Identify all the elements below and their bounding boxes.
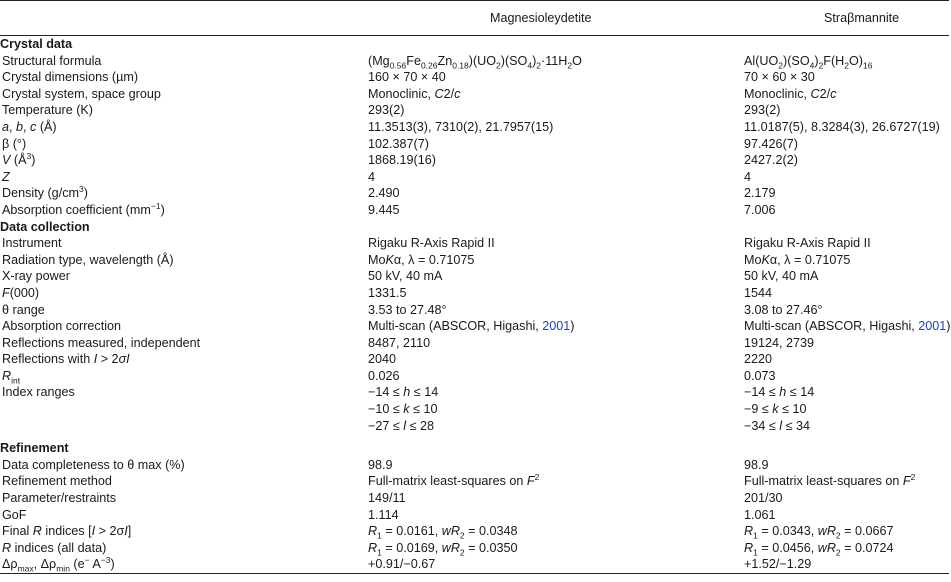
table-row bbox=[0, 490, 949, 507]
magnesioleydetite-value: 2040 bbox=[368, 352, 397, 367]
table-row bbox=[0, 169, 949, 186]
table-row bbox=[0, 523, 949, 540]
magnesioleydetite-value: MoKα, λ = 0.71075 bbox=[368, 252, 475, 267]
table-row bbox=[0, 235, 949, 252]
magnesioleydetite-value: Monoclinic, C2/c bbox=[368, 86, 461, 101]
strassmannite-value: 1.061 bbox=[744, 507, 776, 522]
strassmannite-value: Monoclinic, C2/c bbox=[744, 86, 837, 101]
header-strassmannite: Straβmannite bbox=[744, 1, 949, 36]
strassmannite-value: 3.08 to 27.46° bbox=[744, 302, 823, 317]
magnesioleydetite-value: 102.387(7) bbox=[368, 136, 429, 151]
header-label-column bbox=[0, 1, 368, 36]
row-label: Temperature (K) bbox=[2, 103, 93, 118]
table-row bbox=[0, 102, 949, 119]
strassmannite-value: 19124, 2739 bbox=[744, 335, 815, 350]
table-row bbox=[0, 86, 949, 103]
strassmannite-value: $R_1 = 0.0456$, $wR_2 = 0.0724$ bbox=[744, 540, 894, 558]
table-row bbox=[0, 252, 949, 269]
table-row bbox=[0, 401, 949, 418]
strassmannite-value: $Al(UO_2)(SO_4)_2F(H_2O)_{16}$ bbox=[744, 53, 873, 71]
row-label: β (°) bbox=[2, 136, 27, 151]
strassmannite-value: 293(2) bbox=[744, 103, 781, 118]
magnesioleydetite-value: −14 ≤ h ≤ 14 bbox=[368, 385, 439, 400]
strassmannite-value: −34 ≤ l ≤ 34 bbox=[744, 418, 811, 433]
table-row bbox=[0, 285, 949, 302]
magnesioleydetite-value: Full-matrix least-squares on $F^2$ bbox=[368, 472, 540, 489]
row-label: $\Delta\rho_{max}$, $\Delta\rho_{min}$ (e− $A^{-3}$) bbox=[0, 556, 368, 573]
strassmannite-value: Rigaku R-Axis Rapid II bbox=[744, 236, 871, 251]
table-row bbox=[0, 69, 949, 86]
strassmannite-value: 1544 bbox=[744, 285, 773, 300]
row-label: Refinement method bbox=[2, 474, 112, 489]
magnesioleydetite-value: 0.026 bbox=[368, 368, 400, 383]
row-label: a, b, c (Å) bbox=[2, 119, 57, 134]
strassmannite-value: 0.073 bbox=[744, 368, 776, 383]
row-label: Data completeness to θ max (%) bbox=[2, 457, 185, 472]
row-label: $R_{int}$ bbox=[2, 368, 21, 386]
table-row bbox=[0, 318, 949, 335]
row-label: Reflections measured, independent bbox=[2, 335, 201, 350]
magnesioleydetite-value: Multi-scan (ABSCOR, Higashi, 2001) bbox=[368, 319, 575, 334]
magnesioleydetite-value: 2.490 bbox=[368, 186, 400, 201]
strassmannite-value: 70 × 60 × 30 bbox=[744, 70, 815, 85]
table-row bbox=[0, 351, 949, 368]
strassmannite-value: 11.0187(5), 8.3284(3), 26.6727(19) bbox=[744, 119, 940, 134]
table-body bbox=[0, 36, 949, 574]
section-heading: Crystal data bbox=[0, 37, 73, 51]
row-label: Radiation type, wavelength (Å) bbox=[2, 252, 174, 267]
table-row bbox=[0, 53, 949, 70]
header-magnesioleydetite: Magnesioleydetite bbox=[368, 1, 744, 36]
row-label: V $(Å^3)$ bbox=[2, 150, 36, 168]
table-row bbox=[0, 119, 949, 136]
strassmannite-value: +1.52/−1.29 bbox=[744, 556, 949, 573]
section-heading: Data collection bbox=[0, 219, 90, 234]
magnesioleydetite-value: +0.91/−0.67 bbox=[368, 556, 744, 573]
magnesioleydetite-value: 98.9 bbox=[368, 457, 393, 472]
row-label: Absorption coefficient $(mm^{-1})$ bbox=[2, 200, 165, 217]
row-label: Crystal system, space group bbox=[2, 86, 161, 101]
strassmannite-value: 97.426(7) bbox=[744, 136, 798, 151]
table-row bbox=[0, 418, 949, 435]
table-row bbox=[0, 335, 949, 352]
magnesioleydetite-value: 8487, 2110 bbox=[368, 335, 431, 350]
row-label: X-ray power bbox=[2, 269, 70, 284]
row-label bbox=[0, 418, 368, 435]
magnesioleydetite-value: 1331.5 bbox=[368, 285, 407, 300]
row-label: Structural formula bbox=[2, 53, 102, 68]
table-row bbox=[0, 268, 949, 285]
table-row bbox=[0, 185, 949, 202]
strassmannite-value: 7.006 bbox=[744, 202, 776, 217]
magnesioleydetite-value: 3.53 to 27.48° bbox=[368, 302, 447, 317]
strassmannite-value: 2220 bbox=[744, 352, 773, 367]
magnesioleydetite-value: 293(2) bbox=[368, 103, 405, 118]
row-label: Density $(g/cm^3)$ bbox=[2, 184, 88, 201]
magnesioleydetite-value: 11.3513(3), 7310(2), 21.7957(15) bbox=[368, 119, 554, 134]
section-heading: Refinement bbox=[0, 441, 69, 456]
section-heading-row bbox=[0, 36, 949, 53]
section-heading-row bbox=[0, 219, 949, 236]
table-row bbox=[0, 202, 949, 219]
row-label: F(000) bbox=[2, 285, 40, 300]
strassmannite-value: 98.9 bbox=[744, 457, 769, 472]
magnesioleydetite-value: $R_1 = 0.0161$, $wR_2 = 0.0348$ bbox=[368, 524, 518, 541]
magnesioleydetite-value: 1.114 bbox=[368, 507, 399, 522]
magnesioleydetite-value: 9.445 bbox=[368, 202, 400, 217]
row-label: Reflections with I > 2σI bbox=[2, 352, 130, 367]
strassmannite-value: MoKα, λ = 0.71075 bbox=[744, 252, 851, 267]
strassmannite-value: Multi-scan (ABSCOR, Higashi, 2001) bbox=[744, 319, 951, 334]
table-row bbox=[0, 368, 949, 385]
table-row bbox=[0, 507, 949, 524]
row-label: Absorption correction bbox=[2, 319, 122, 334]
strassmannite-value: $R_1 = 0.0343$, $wR_2 = 0.0667$ bbox=[744, 524, 894, 541]
strassmannite-value: 2427.2(2) bbox=[744, 153, 798, 168]
row-label: Crystal dimensions (µm) bbox=[2, 70, 139, 85]
table-row bbox=[0, 302, 949, 319]
magnesioleydetite-value: 50 kV, 40 mA bbox=[368, 269, 443, 284]
table-row bbox=[0, 457, 949, 474]
row-label bbox=[0, 401, 368, 418]
strassmannite-value: 4 bbox=[744, 169, 752, 184]
table-row bbox=[0, 136, 949, 153]
strassmannite-value: 2.179 bbox=[744, 186, 776, 201]
magnesioleydetite-value: −10 ≤ k ≤ 10 bbox=[368, 402, 438, 417]
magnesioleydetite-value: Rigaku R-Axis Rapid II bbox=[368, 236, 495, 251]
table-row bbox=[0, 152, 949, 169]
row-label: Instrument bbox=[2, 236, 62, 251]
table-row bbox=[0, 384, 949, 401]
magnesioleydetite-value: 160 × 70 × 40 bbox=[368, 70, 446, 85]
row-label: GoF bbox=[2, 507, 27, 522]
row-label: θ range bbox=[2, 302, 45, 317]
strassmannite-value: −14 ≤ h ≤ 14 bbox=[744, 385, 815, 400]
magnesioleydetite-value: 149/11 bbox=[368, 491, 406, 506]
header-row bbox=[0, 1, 949, 36]
strassmannite-value: −9 ≤ k ≤ 10 bbox=[744, 402, 807, 417]
row-label: Z bbox=[2, 169, 10, 184]
strassmannite-value: 50 kV, 40 mA bbox=[744, 269, 819, 284]
strassmannite-value: 201/30 bbox=[744, 491, 783, 506]
table-row bbox=[0, 556, 949, 573]
table-row bbox=[0, 540, 949, 557]
magnesioleydetite-value: −27 ≤ l ≤ 28 bbox=[368, 418, 435, 433]
table-row bbox=[0, 473, 949, 490]
magnesioleydetite-value: 1868.19(16) bbox=[368, 153, 436, 168]
magnesioleydetite-value: 4 bbox=[368, 169, 376, 184]
magnesioleydetite-value: $(Mg_{0.56}Fe_{0.26}Zn_{0.18})(UO_2)(SO_4)_2\cdot 11H_2O$ bbox=[368, 53, 582, 71]
row-label: Final R indices [I > 2σI] bbox=[2, 524, 132, 539]
magnesioleydetite-value: $R_1 = 0.0169$, $wR_2 = 0.0350$ bbox=[368, 540, 518, 558]
row-label: R indices (all data) bbox=[2, 540, 107, 555]
strassmannite-value: Full-matrix least-squares on $F^2$ bbox=[744, 472, 916, 489]
section-heading-row bbox=[0, 440, 949, 457]
row-label: Index ranges bbox=[2, 385, 75, 400]
row-label: Parameter/restraints bbox=[2, 491, 117, 506]
